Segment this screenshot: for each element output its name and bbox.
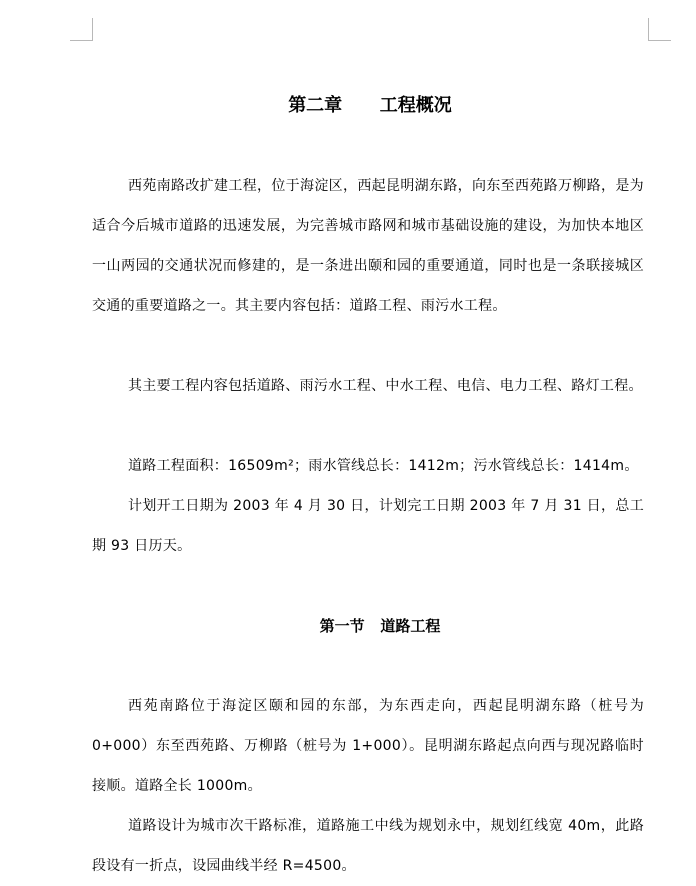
overview-paragraph: 西苑南路改扩建工程，位于海淀区，西起昆明湖东路，向东至西苑路万柳路，是为适合今后城市道路的迅速发展，为完善城市路网和城市基础设施的建设，为加快本地区一山两园的交通状况而修建的，是一条进出颐和园的重要通道，同时也是一条联接城区交通的重要道路之一。其主要内容包括：道路工程、雨污水工程。: [92, 178, 644, 314]
main-works-paragraph: 其主要工程内容包括道路、雨污水工程、中水工程、电信、电力工程、路灯工程。: [128, 378, 643, 394]
quantities-paragraph: 道路工程面积：16509m²；雨水管线总长：1412m；污水管线总长：1414m。: [128, 458, 639, 474]
road-location-paragraph: 西苑南路位于海淀区颐和园的东部，为东西走向，西起昆明湖东路（桩号为 0+000）东至西苑路、万柳路（桩号为 1+000）。昆明湖东路起点向西与现况路临时接顺。道路全长 1000m。: [92, 698, 644, 794]
top-left-margin-mark: [70, 18, 93, 41]
top-right-margin-mark: [648, 18, 671, 41]
schedule-paragraph: 计划开工日期为 2003 年 4 月 30 日，计划完工日期 2003 年 7 月 31 日，总工期 93 日历天。: [92, 498, 644, 554]
section-title: 第一节 道路工程: [319, 617, 441, 635]
chapter-title: 第二章 工程概况: [288, 95, 452, 116]
road-design-paragraph: 道路设计为城市次干路标准，道路施工中线为规划永中，规划红线宽 40m，此路段设有一折点，设园曲线半经 R=4500。: [92, 818, 644, 874]
